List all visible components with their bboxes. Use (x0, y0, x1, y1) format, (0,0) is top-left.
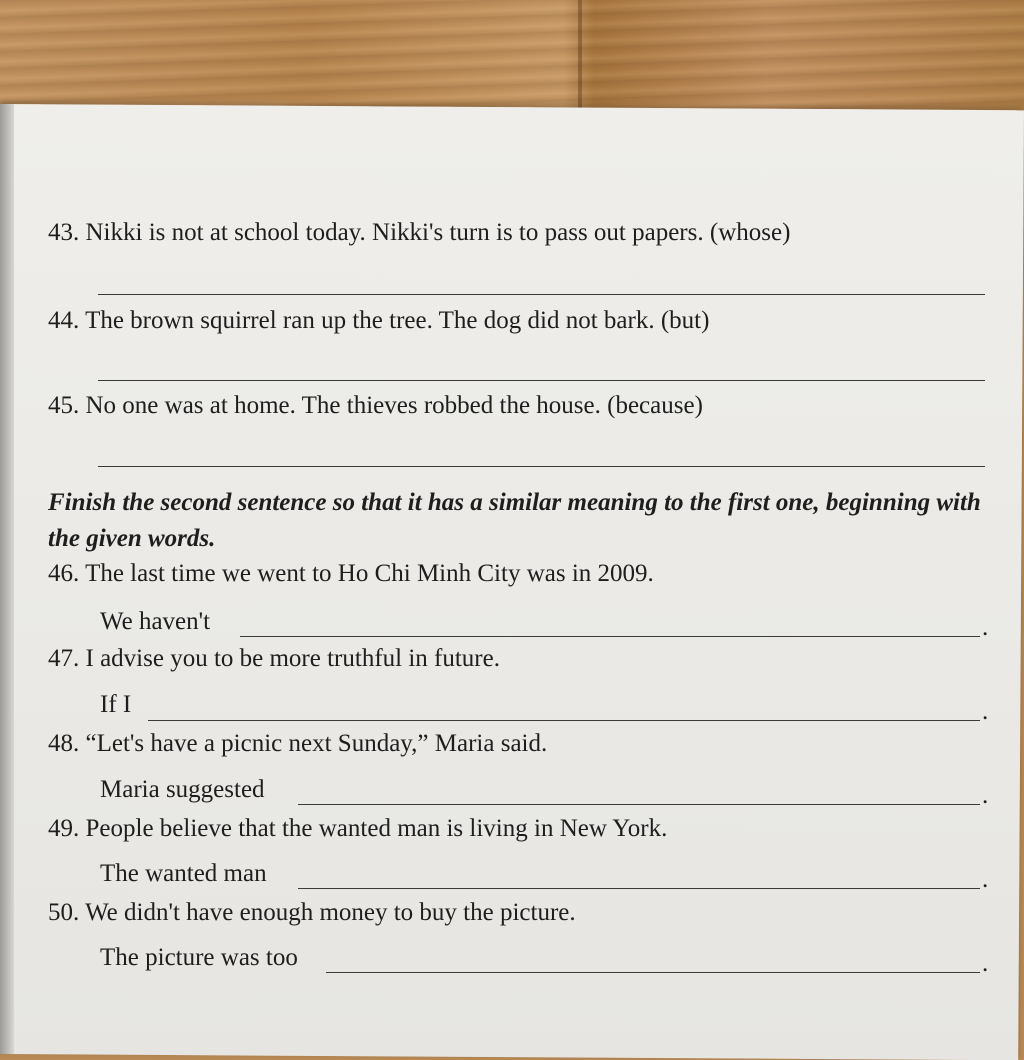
question-text: The last time we went to Ho Chi Minh City was in 2009. (85, 560, 654, 587)
period-mark: . (982, 614, 989, 641)
question-48 (48, 730, 547, 758)
starter-50: The picture was too (100, 944, 298, 971)
period-mark: . (982, 950, 989, 977)
question-46 (48, 560, 654, 588)
question-text: People believe that the wanted man is living in New York. (85, 815, 668, 842)
period-mark: . (982, 866, 989, 893)
question-number: 47. (48, 645, 80, 672)
question-text: Nikki is not at school today. Nikki's turn is to pass out papers. (whose) (85, 219, 791, 246)
answer-line-48[interactable] (298, 804, 980, 805)
answer-line-46[interactable] (240, 636, 980, 637)
answer-line-50[interactable] (326, 972, 980, 973)
question-text: We didn't have enough money to buy the picture. (85, 899, 576, 926)
question-number: 44. (48, 307, 80, 334)
period-mark: . (982, 698, 989, 725)
period-mark: . (982, 782, 989, 809)
question-number: 50. (48, 899, 80, 926)
question-number: 48. (48, 730, 80, 757)
question-50 (48, 899, 576, 927)
question-49 (48, 815, 667, 843)
page-edge-shadow (0, 104, 14, 1054)
table-seam (578, 0, 582, 112)
starter-46: We haven't (100, 608, 211, 635)
question-text: I advise you to be more truthful in future. (85, 645, 500, 672)
starter-48: Maria suggested (100, 776, 265, 803)
starter-49: The wanted man (100, 860, 267, 887)
wooden-table-background (0, 0, 1024, 112)
question-47 (48, 645, 500, 673)
question-number: 45. (48, 392, 80, 419)
answer-line-49[interactable] (298, 888, 980, 889)
answer-line-47[interactable] (148, 720, 980, 721)
question-43 (48, 219, 790, 247)
question-text: No one was at home. The thieves robbed the house. (because) (85, 392, 703, 419)
question-text: The brown squirrel ran up the tree. The dog did not bark. (but) (85, 307, 710, 334)
question-45 (48, 392, 703, 420)
question-44 (48, 307, 709, 335)
question-number: 49. (48, 815, 80, 842)
instruction-heading: Finish the second sentence so that it has a similar meaning to the first one, beginning with the given words. (48, 489, 981, 552)
answer-line-43[interactable] (98, 294, 985, 295)
answer-line-44[interactable] (98, 380, 985, 381)
question-number: 46. (48, 560, 80, 587)
question-number: 43. (48, 219, 80, 246)
answer-line-45[interactable] (98, 466, 985, 467)
starter-47: If I (100, 691, 132, 718)
question-text: “Let's have a picnic next Sunday,” Maria said. (85, 730, 548, 757)
